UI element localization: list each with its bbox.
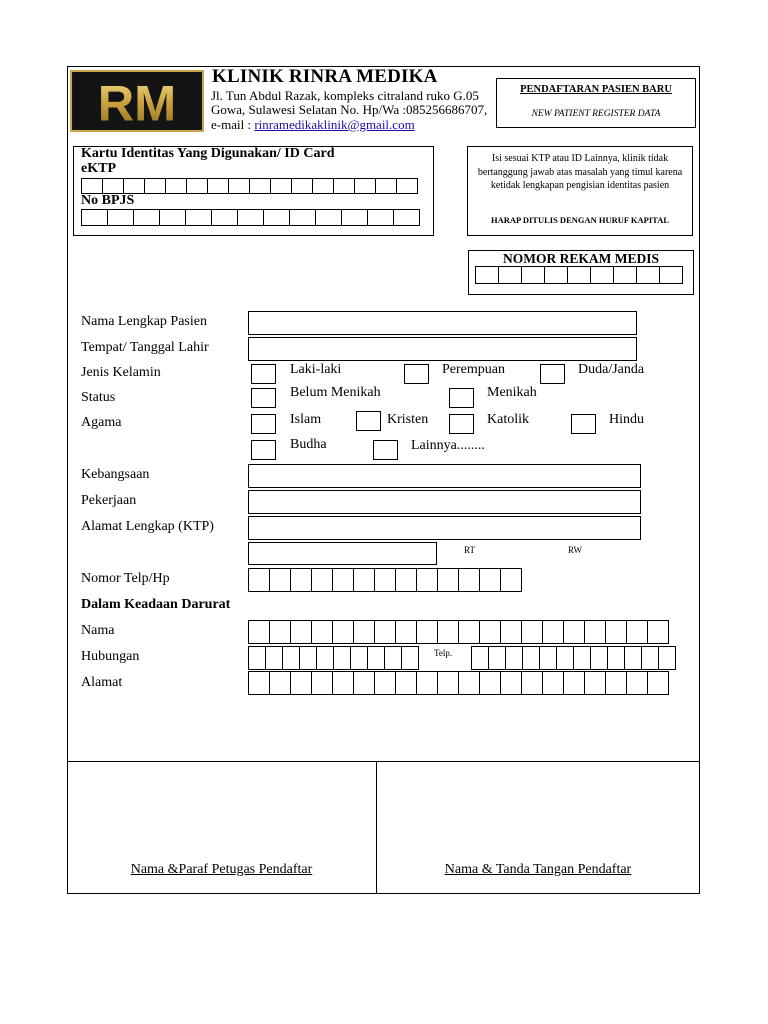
email-label: e-mail : xyxy=(211,117,255,132)
char-box[interactable] xyxy=(458,568,480,592)
phone-label: Nomor Telp/Hp xyxy=(81,571,170,586)
char-box[interactable] xyxy=(624,646,642,670)
char-box[interactable] xyxy=(479,671,501,695)
char-box[interactable] xyxy=(81,178,103,194)
religion-kristen-checkbox[interactable] xyxy=(356,411,381,431)
char-box[interactable] xyxy=(299,646,317,670)
char-box[interactable] xyxy=(333,178,355,194)
medical-record-label: NOMOR REKAM MEDIS xyxy=(503,251,659,266)
char-box[interactable] xyxy=(102,178,124,194)
char-box[interactable] xyxy=(107,209,134,226)
char-box[interactable] xyxy=(332,620,354,644)
emergency-telp-label: Telp. xyxy=(434,648,453,658)
char-box[interactable] xyxy=(333,646,351,670)
char-box[interactable] xyxy=(316,646,334,670)
char-box[interactable] xyxy=(488,646,506,670)
char-box[interactable] xyxy=(479,568,501,592)
char-box[interactable] xyxy=(626,671,648,695)
char-box[interactable] xyxy=(437,671,459,695)
char-box[interactable] xyxy=(384,646,402,670)
char-box[interactable] xyxy=(471,646,489,670)
char-box[interactable] xyxy=(81,209,108,226)
officer-signature-label: Nama &Paraf Petugas Pendaftar xyxy=(130,862,313,877)
status-single-checkbox[interactable] xyxy=(251,388,276,408)
char-box[interactable] xyxy=(341,209,368,226)
char-box[interactable] xyxy=(605,620,627,644)
status-label: Status xyxy=(81,390,116,405)
char-box[interactable] xyxy=(249,178,271,194)
char-box[interactable] xyxy=(133,209,160,226)
religion-hindu-checkbox[interactable] xyxy=(571,414,596,434)
char-box[interactable] xyxy=(282,646,300,670)
form-title: PENDAFTARAN PASIEN BARU xyxy=(520,84,672,95)
char-box[interactable] xyxy=(401,646,419,670)
char-box[interactable] xyxy=(290,568,312,592)
char-box[interactable] xyxy=(396,178,418,194)
char-box[interactable] xyxy=(374,620,396,644)
char-box[interactable] xyxy=(607,646,625,670)
occupation-label: Pekerjaan xyxy=(81,493,137,508)
char-box[interactable] xyxy=(521,620,543,644)
char-box[interactable] xyxy=(159,209,186,226)
address-field-2[interactable] xyxy=(248,542,437,565)
char-box[interactable] xyxy=(367,209,394,226)
gender-male-checkbox[interactable] xyxy=(251,364,276,384)
gender-widowed-checkbox[interactable] xyxy=(540,364,565,384)
religion-other-checkbox[interactable] xyxy=(373,440,398,460)
registrant-signature-label: Nama & Tanda Tangan Pendaftar xyxy=(444,862,632,877)
status-married-checkbox[interactable] xyxy=(449,388,474,408)
email-link[interactable]: rinramedikaklinik@gmail.com xyxy=(254,117,415,132)
religion-islam-label: Islam xyxy=(290,412,322,427)
char-box[interactable] xyxy=(522,646,540,670)
char-box[interactable] xyxy=(269,671,291,695)
char-box[interactable] xyxy=(248,568,270,592)
emergency-phone-input[interactable] xyxy=(471,646,675,670)
notice-emphasis: HARAP DITULIS DENGAN HURUF KAPITAL xyxy=(490,215,670,225)
char-box[interactable] xyxy=(641,646,659,670)
char-box[interactable] xyxy=(350,646,368,670)
char-box[interactable] xyxy=(500,620,522,644)
char-box[interactable] xyxy=(367,646,385,670)
gender-label: Jenis Kelamin xyxy=(81,365,161,380)
char-box[interactable] xyxy=(353,671,375,695)
char-box[interactable] xyxy=(542,620,564,644)
char-box[interactable] xyxy=(353,568,375,592)
char-box[interactable] xyxy=(354,178,376,194)
char-box[interactable] xyxy=(613,266,637,284)
char-box[interactable] xyxy=(123,178,145,194)
char-box[interactable] xyxy=(311,620,333,644)
char-box[interactable] xyxy=(248,671,270,695)
bpjs-label: No BPJS xyxy=(81,193,135,208)
char-box[interactable] xyxy=(659,266,683,284)
emergency-name-label: Nama xyxy=(81,623,115,638)
char-box[interactable] xyxy=(393,209,420,226)
char-box[interactable] xyxy=(567,266,591,284)
char-box[interactable] xyxy=(207,178,229,194)
religion-budha-label: Budha xyxy=(290,437,327,452)
char-box[interactable] xyxy=(590,266,614,284)
char-box[interactable] xyxy=(521,266,545,284)
char-box[interactable] xyxy=(437,620,459,644)
full-name-label: Nama Lengkap Pasien xyxy=(81,314,207,329)
char-box[interactable] xyxy=(605,671,627,695)
bpjs-input[interactable] xyxy=(81,209,419,226)
char-box[interactable] xyxy=(228,178,250,194)
char-box[interactable] xyxy=(542,671,564,695)
status-married-label: Menikah xyxy=(487,385,537,400)
char-box[interactable] xyxy=(185,209,212,226)
emergency-address-input[interactable] xyxy=(248,671,668,695)
char-box[interactable] xyxy=(332,568,354,592)
char-box[interactable] xyxy=(563,620,585,644)
ektp-label: eKTP xyxy=(81,161,116,176)
char-box[interactable] xyxy=(263,209,290,226)
char-box[interactable] xyxy=(475,266,499,284)
char-box[interactable] xyxy=(556,646,574,670)
religion-other-label: Lainnya........ xyxy=(411,438,485,453)
char-box[interactable] xyxy=(521,671,543,695)
char-box[interactable] xyxy=(458,620,480,644)
signature-divider-top xyxy=(67,761,700,762)
char-box[interactable] xyxy=(416,568,438,592)
char-box[interactable] xyxy=(590,646,608,670)
char-box[interactable] xyxy=(584,620,606,644)
gender-female-label: Perempuan xyxy=(442,362,505,377)
char-box[interactable] xyxy=(500,568,522,592)
char-box[interactable] xyxy=(437,568,459,592)
char-box[interactable] xyxy=(626,620,648,644)
clinic-address-line-1: Jl. Tun Abdul Razak, kompleks citraland ruko G.05 xyxy=(211,88,479,103)
char-box[interactable] xyxy=(265,646,283,670)
address-label: Alamat Lengkap (KTP) xyxy=(81,519,214,534)
char-box[interactable] xyxy=(375,178,397,194)
char-box[interactable] xyxy=(544,266,568,284)
religion-hindu-label: Hindu xyxy=(609,412,644,427)
emergency-heading: Dalam Keadaan Darurat xyxy=(81,597,231,612)
emergency-relation-label: Hubungan xyxy=(81,649,140,664)
emergency-address-label: Alamat xyxy=(81,675,123,690)
clinic-logo xyxy=(70,70,204,132)
char-box[interactable] xyxy=(332,671,354,695)
nationality-field[interactable] xyxy=(248,464,641,488)
char-box[interactable] xyxy=(505,646,523,670)
address-field[interactable] xyxy=(248,516,641,540)
char-box[interactable] xyxy=(270,178,292,194)
char-box[interactable] xyxy=(539,646,557,670)
char-box[interactable] xyxy=(416,671,438,695)
notice-text: Isi sesuai KTP atau ID Lainnya, klinik tidak bertanggung jawab atas masalah yang timul karena ketidak lengkapan pengisian identitas pasien xyxy=(477,153,683,191)
char-box[interactable] xyxy=(395,671,417,695)
char-box[interactable] xyxy=(248,646,266,670)
char-box[interactable] xyxy=(312,178,334,194)
signature-divider-middle xyxy=(376,761,377,894)
emergency-name-input[interactable] xyxy=(248,620,668,644)
occupation-field[interactable] xyxy=(248,490,641,514)
religion-budha-checkbox[interactable] xyxy=(251,440,276,460)
clinic-address-line-2: Gowa, Sulawesi Selatan No. Hp/Wa :085256686707, xyxy=(211,102,488,117)
char-box[interactable] xyxy=(498,266,522,284)
char-box[interactable] xyxy=(289,209,316,226)
char-box[interactable] xyxy=(395,620,417,644)
religion-islam-checkbox[interactable] xyxy=(251,414,276,434)
birth-label: Tempat/ Tanggal Lahir xyxy=(81,340,209,355)
rw-label: RW xyxy=(568,545,583,555)
rt-label: RT xyxy=(464,545,475,555)
char-box[interactable] xyxy=(658,646,676,670)
char-box[interactable] xyxy=(647,620,669,644)
religion-kristen-label: Kristen xyxy=(387,412,429,427)
clinic-email-line xyxy=(211,117,415,133)
char-box[interactable] xyxy=(290,671,312,695)
char-box[interactable] xyxy=(563,671,585,695)
nationality-label: Kebangsaan xyxy=(81,467,150,482)
char-box[interactable] xyxy=(584,671,606,695)
gender-widowed-label: Duda/Janda xyxy=(578,362,645,377)
birth-field[interactable] xyxy=(248,337,637,361)
char-box[interactable] xyxy=(458,671,480,695)
religion-katolik-checkbox[interactable] xyxy=(449,414,474,434)
phone-input[interactable] xyxy=(248,568,521,592)
char-box[interactable] xyxy=(211,209,238,226)
logo-text: RM xyxy=(97,74,177,130)
char-box[interactable] xyxy=(165,178,187,194)
religion-katolik-label: Katolik xyxy=(487,412,529,427)
char-box[interactable] xyxy=(237,209,264,226)
char-box[interactable] xyxy=(374,671,396,695)
char-box[interactable] xyxy=(647,671,669,695)
char-box[interactable] xyxy=(144,178,166,194)
gender-female-checkbox[interactable] xyxy=(404,364,429,384)
char-box[interactable] xyxy=(374,568,396,592)
char-box[interactable] xyxy=(311,568,333,592)
char-box[interactable] xyxy=(311,671,333,695)
char-box[interactable] xyxy=(395,568,417,592)
char-box[interactable] xyxy=(500,671,522,695)
religion-label: Agama xyxy=(81,415,122,430)
notice-box xyxy=(467,146,693,236)
gender-male-label: Laki-laki xyxy=(290,362,342,377)
char-box[interactable] xyxy=(353,620,375,644)
id-card-heading: Kartu Identitas Yang Digunakan/ ID Card xyxy=(81,146,335,161)
char-box[interactable] xyxy=(479,620,501,644)
char-box[interactable] xyxy=(315,209,342,226)
rm-logo-icon xyxy=(72,72,202,130)
char-box[interactable] xyxy=(416,620,438,644)
status-single-label: Belum Menikah xyxy=(290,385,381,400)
full-name-field[interactable] xyxy=(248,311,637,335)
medical-record-input[interactable] xyxy=(475,266,682,284)
title-box xyxy=(496,78,696,128)
char-box[interactable] xyxy=(636,266,660,284)
emergency-relation-input[interactable] xyxy=(248,646,418,670)
form-subtitle: NEW PATIENT REGISTER DATA xyxy=(531,109,661,119)
clinic-name: KLINIK RINRA MEDIKA xyxy=(212,66,438,87)
char-box[interactable] xyxy=(269,568,291,592)
char-box[interactable] xyxy=(290,620,312,644)
ektp-input[interactable] xyxy=(81,178,417,194)
char-box[interactable] xyxy=(269,620,291,644)
char-box[interactable] xyxy=(186,178,208,194)
char-box[interactable] xyxy=(573,646,591,670)
char-box[interactable] xyxy=(291,178,313,194)
char-box[interactable] xyxy=(248,620,270,644)
